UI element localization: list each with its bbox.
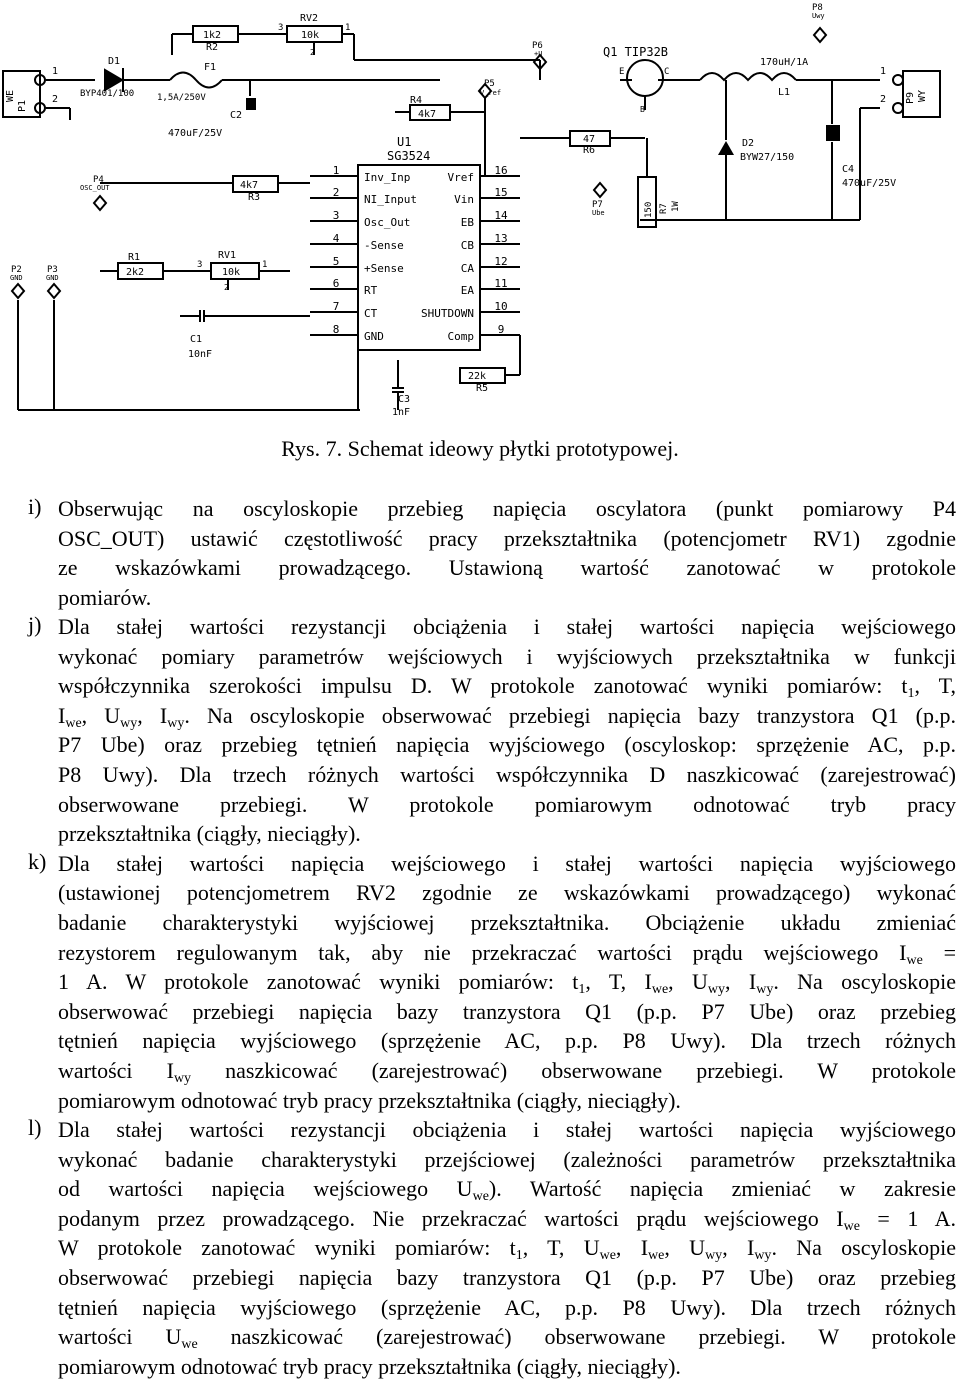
label-p2-net: GND [10, 274, 23, 282]
label-c3: C3 [398, 394, 411, 405]
label-c1: C1 [190, 334, 203, 345]
ic-pin-name: NI_Input [364, 193, 417, 206]
ic-pin-number: 15 [494, 186, 508, 199]
label-r5: R5 [476, 383, 489, 394]
label-r7-val: 150 [644, 201, 654, 218]
text-line: 1 A. W protokole zanotować wyniki pomiarów: $t_1$, T, $I_{we}$, $U_{wy}$, $I_{wy}$. Na oscyloskopie [58, 969, 957, 998]
label-c1-val: 10nF [188, 349, 213, 360]
label-r2: R2 [206, 42, 219, 53]
label-r1: R1 [128, 252, 141, 263]
label-d2: D2 [742, 138, 755, 149]
label-p5: P5 [484, 79, 495, 89]
label-rv2-val: 10k [301, 30, 320, 41]
label-f1: F1 [204, 62, 217, 73]
label-d2-val: BYW27/150 [740, 152, 795, 163]
ic-pin-number: 8 [332, 323, 340, 336]
item-label: l) [28, 1115, 42, 1141]
label-p5-net: V_ref [480, 89, 502, 97]
ic-pin-number: 5 [332, 255, 340, 268]
label-u1: U1 [397, 135, 412, 149]
ic-pin-number: 2 [332, 186, 340, 199]
ic-pin-number: 4 [332, 232, 340, 245]
text-line: podanym przez prowadzącego. Nie przekraczać wartości prądu wejściowego $I_{we} = 1$ A. [58, 1205, 956, 1234]
label-q1: Q1 TIP32B [603, 45, 669, 59]
label-p7: P7 [592, 200, 603, 210]
label-l1-val: 170uH/1A [760, 57, 809, 68]
item-label: i) [28, 494, 42, 519]
label-c4: C4 [842, 164, 855, 175]
label-p3: P3 [47, 265, 58, 275]
label-p9-pin1: 1 [880, 66, 887, 77]
label-p1-pin2: 2 [52, 94, 59, 105]
text-line: obserwować przebiegi napięcia bazy tranzystora Q1 (p.p. P7 Ube) oraz przebieg [58, 998, 956, 1024]
text-line: pomiarów. [58, 584, 152, 610]
label-c3-val: 1nF [392, 407, 411, 418]
ic-pin-name: -Sense [364, 239, 404, 252]
label-r1-val: 2k2 [126, 267, 145, 278]
ic-pin-name: Inv_Inp [364, 171, 411, 184]
ic-pin-name: EA [460, 284, 474, 297]
label-p7-net: Ube [592, 209, 605, 217]
ic-pin-name: GND [364, 330, 384, 343]
label-q1-c: C [664, 67, 670, 77]
text-line: P8 Uwy). Dla trzech różnych wartości współczynnika D naszkicować (zarejestrować) [58, 761, 956, 787]
label-rv1-pin3: 3 [197, 260, 203, 270]
label-r6-val: 47 [583, 134, 596, 145]
ic-pin-number: 16 [494, 164, 508, 177]
text-line: Dla stałej wartości napięcia wejściowego i stałej wartości napięcia wyjściowego [58, 850, 956, 876]
label-r4: R4 [410, 95, 423, 106]
ic-pin-name: RT [364, 284, 378, 297]
text-line: obserwować przebiegi napięcia bazy tranzystora Q1 (p.p. P7 Ube) oraz przebieg [58, 1265, 956, 1291]
ic-pin-name: Osc_Out [364, 216, 411, 229]
instruction-item-k [28, 849, 956, 1115]
label-rv1-pin1: 1 [262, 260, 268, 270]
label-p8: P8 [812, 3, 823, 13]
label-p9-pin2: 2 [880, 94, 887, 105]
instruction-item-i [28, 494, 956, 612]
text-line: OSC_OUT) ustawić częstotliwość pracy przekształtnika (potencjometr RV1) zgodnie [58, 525, 956, 551]
ic-pin-number: 13 [494, 232, 508, 245]
text-line: Dla stałej wartości rezystancji obciążenia i stałej wartości napięcia wejściowego [58, 614, 956, 639]
label-rv1-pin2: 2 [224, 283, 229, 292]
label-rv2-pin3: 3 [278, 23, 284, 33]
text-line: wartości $I_{wy}$ naszkicować (zarejestrować) obserwowane przebiegi. W protokole [58, 1057, 957, 1086]
ic-pin-number: 3 [332, 209, 340, 222]
text-line: pomiarowym odnotować tryb pracy przekształtnika (ciągły, nieciągły). [58, 1087, 681, 1113]
ic-pin-name: CT [364, 307, 378, 320]
instruction-list [28, 494, 956, 1381]
figure-caption: Rys. 7. Schemat ideowy płytki prototypowej. [281, 436, 679, 461]
ic-pin-name: CB [460, 239, 474, 252]
ic-pin-number: 11 [494, 277, 508, 290]
ic-pin-number: 14 [494, 209, 508, 222]
label-r4-val: 4k7 [418, 109, 437, 120]
label-r3-val: 4k7 [240, 180, 259, 191]
ic-pin-name: Comp [447, 330, 474, 343]
label-d1: D1 [108, 56, 121, 67]
instruction-item-j [28, 612, 956, 849]
ic-pin-name: Vin [454, 193, 474, 206]
label-r7-pow: 1W [671, 201, 681, 212]
text-line: rezystorem regulowanym tak, aby nie przekraczać wartości prądu wejściowego $I_{we}$ = [58, 939, 956, 968]
label-q1-e: E [619, 67, 625, 77]
item-label: k) [28, 848, 47, 874]
label-l1: L1 [778, 87, 791, 98]
text-line: Dla stałej wartości rezystancji obciążenia i stałej wartości napięcia wyjściowego [58, 1117, 956, 1143]
label-rv1-val: 10k [222, 267, 241, 278]
label-p8-net: Uwy [812, 12, 825, 20]
label-r3: R3 [248, 192, 261, 203]
label-f1-val: 1,5A/250V [157, 93, 206, 103]
ic-pin-number: 10 [494, 300, 508, 313]
label-p3-net: GND [46, 274, 59, 282]
item-label: j) [28, 612, 42, 637]
label-rv1: RV1 [218, 250, 237, 261]
ic-pin-name: EB [460, 216, 474, 229]
ic-pin-number: 9 [497, 323, 505, 336]
text-line: wykonać badanie charakterystyki przejściowej (zależności parametrów przekształtnika [58, 1146, 956, 1172]
ic-pin-number: 12 [494, 255, 508, 268]
label-rv2-pin2: 2 [310, 48, 315, 57]
label-p1: P1 [17, 99, 28, 112]
text-line: pomiarowym odnotować tryb pracy przekształtnika (ciągły, nieciągły). [58, 1353, 681, 1379]
label-rv2: RV2 [300, 13, 319, 24]
text-line: wykonać pomiary parametrów wejściowych i wyjściowych przekształtnika w funkcji [58, 643, 956, 669]
text-line: wartości $U_{we}$ naszkicować (zarejestrować) obserwowane przebiegi. W protokole [58, 1324, 956, 1353]
text-line: tętnień napięcia wyjściowego (sprzężenie AC, p.p. P8 Uwy). Dla trzech różnych [58, 1028, 956, 1054]
label-p4-net: OSC_OUT [80, 184, 110, 192]
label-d1-val: BYP401/100 [80, 89, 135, 99]
ic-pin-name: SHUTDOWN [421, 307, 474, 320]
label-r5-val: 22k [468, 371, 487, 382]
text-line: (ustawionej potencjometrem RV2 zgodnie ze wskazówkami prowadzącego) wykonać [58, 880, 956, 906]
label-rv2-pin1: 1 [345, 23, 351, 33]
text-line: $I_{we}$, $U_{wy}$, $I_{wy}$. Na oscyloskopie obserwować przebiegi napięcia bazy tranzystora Q1 (p.p. [58, 702, 957, 731]
text-line: W protokole zanotować wyniki pomiarów: $t_1$, T, $U_{we}$, $I_{we}$, $U_{wy}$, $I_{wy}$. Na oscyloskopie [58, 1235, 957, 1264]
label-wy: WY [917, 89, 928, 102]
label-p4: P4 [93, 175, 104, 185]
text-line: Obserwując na oscyloskopie przebieg napięcia oscylatora (punkt pomiarowy P4 [58, 496, 956, 521]
text-line: obserwowane przebiegi. W protokole pomiarowym odnotować tryb pracy [58, 791, 956, 817]
text-line: tętnień napięcia wyjściowego (sprzężenie AC, p.p. P8 Uwy). Dla trzech różnych [58, 1294, 956, 1320]
label-r2-val: 1k2 [203, 30, 222, 41]
label-c2-val: 470uF/25V [168, 128, 223, 139]
ic-pin-name: CA [460, 262, 474, 275]
ic-pin-name: +Sense [364, 262, 404, 275]
text-line: badanie charakterystyki wyjściowej przekształtnika. Obciążenie układu zmieniać [58, 909, 956, 935]
ic-pin-number: 1 [332, 164, 340, 177]
label-p2: P2 [11, 265, 22, 275]
circuit-schematic [0, 0, 960, 425]
label-c4-val: 470uF/25V [842, 178, 897, 189]
label-q1-b: B [640, 105, 645, 114]
label-p6: P6 [532, 41, 543, 51]
label-p6-net: +U [534, 50, 543, 58]
text-line: ze wskazówkami prowadzącego. Ustawioną wartość zanotować w protokole [58, 555, 956, 580]
label-u1-val: SG3524 [387, 149, 431, 163]
ic-pin-number: 7 [332, 300, 340, 313]
label-c2: C2 [230, 110, 243, 121]
label-p9: P9 [905, 91, 916, 104]
ic-pin-number: 6 [332, 277, 340, 290]
text-line: współczynnika szerokości impulsu D. W protokole zanotować wyniki pomiarów: $t_1$, T, [58, 673, 956, 702]
label-p1-pin1: 1 [52, 66, 59, 77]
instruction-item-l [28, 1115, 956, 1381]
ic-pin-name: Vref [447, 171, 474, 184]
label-r6: R6 [583, 145, 596, 156]
label-r7: R7 [659, 203, 669, 214]
text-line: od wartości napięcia wejściowego $U_{we}$). Wartość napięcia zmieniać w zakresie [58, 1176, 957, 1205]
text-line: przekształtnika (ciągły, nieciągły). [58, 821, 361, 847]
text-line: P7 Ube) oraz przebieg tętnień napięcia wyjściowego (oscyloskop: sprzężenie AC, p.p. [58, 732, 956, 758]
label-we: WE [5, 89, 16, 102]
